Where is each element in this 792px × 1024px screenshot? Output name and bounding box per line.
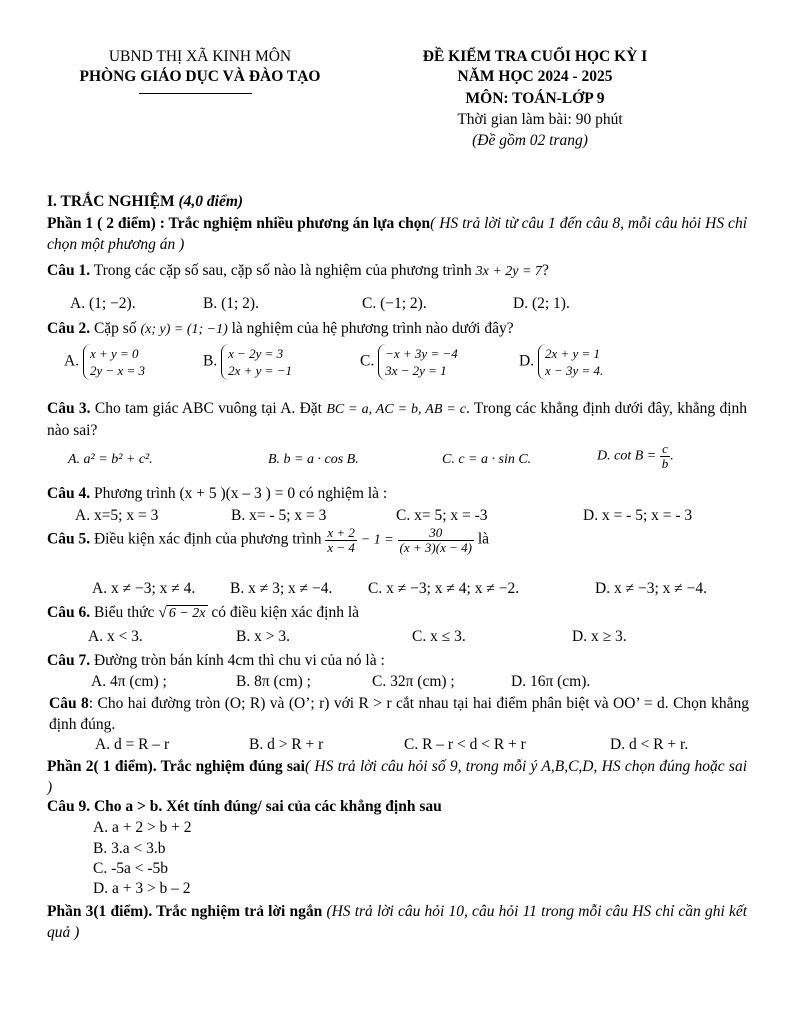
q9-statement-c[interactable]: C. -5a < -5b	[93, 860, 169, 877]
question-text: . Trong các khẳng định dưới đây, khẳng định nào sai?	[47, 400, 748, 439]
question-label: Câu 7.	[47, 652, 91, 669]
question-5	[47, 526, 489, 554]
denominator: b	[661, 455, 669, 471]
q6-option-b[interactable]: B. x > 3.	[236, 628, 290, 645]
department-name: UBND THỊ XÃ KINH MÔN	[108, 48, 292, 65]
office-name: PHÒNG GIÁO DỤC VÀ ĐÀO TẠO	[79, 68, 321, 85]
q9-statement-b[interactable]: B. 3.a < 3.b	[93, 840, 166, 857]
q6-option-c[interactable]: C. x ≤ 3.	[412, 628, 466, 645]
question-text: Biểu thức	[93, 604, 155, 621]
q1-option-d[interactable]: D. (2; 1).	[513, 295, 570, 312]
option-letter: B.	[203, 352, 218, 370]
numerator: c	[662, 441, 668, 456]
equation-system	[378, 344, 458, 380]
sqrt-icon: √	[158, 604, 167, 621]
question-text: Phương trình (x + 5 )(x – 3 ) = 0 có nghiệm là :	[93, 485, 388, 502]
option-text: D. cot B =	[597, 448, 657, 464]
question-6	[47, 604, 359, 622]
question-text: có điều kiện xác định là	[211, 604, 360, 621]
q5-option-c[interactable]: C. x ≠ −3; x ≠ 4; x ≠ −2.	[368, 580, 520, 597]
part2-title: Phần 2( 1 điểm). Trắc nghiệm đúng sai	[47, 758, 305, 775]
pair: (x; y) = (1; −1)	[140, 322, 228, 337]
equation-line: x − 3y = 4.	[544, 363, 604, 378]
numerator: x + 2	[327, 525, 355, 540]
part1-title: Phần 1 ( 2 điểm) : Trắc nghiệm nhiều phương án lựa chọn	[47, 215, 431, 232]
q9-statement-d[interactable]: D. a + 3 > b – 2	[93, 880, 191, 897]
question-label: Câu 6.	[47, 604, 91, 621]
part2-heading	[47, 756, 747, 798]
question-text: Cặp số	[93, 320, 137, 337]
q2-option-a[interactable]	[64, 344, 145, 380]
question-end: là	[477, 530, 490, 548]
option-letter: D.	[519, 352, 535, 370]
equation-system	[221, 344, 292, 380]
subject: MÔN: TOÁN-LỚP 9	[465, 90, 605, 107]
page-count: (Đề gồm 02 trang)	[472, 132, 588, 149]
q8-option-b[interactable]: B. d > R + r	[249, 736, 324, 753]
option-end: .	[670, 448, 674, 464]
radicand: 6 − 2x	[168, 606, 206, 621]
question-label: Câu 1.	[47, 262, 91, 279]
question-8	[49, 693, 749, 735]
q6-option-d[interactable]: D. x ≥ 3.	[572, 628, 627, 645]
q5-option-b[interactable]: B. x ≠ 3; x ≠ −4.	[230, 580, 333, 597]
q4-option-b[interactable]: B. x= - 5; x = 3	[231, 507, 327, 524]
question-4	[47, 485, 387, 503]
question-7	[47, 652, 385, 670]
fraction	[660, 442, 671, 470]
q1-option-a[interactable]: A. (1; −2).	[70, 295, 136, 312]
numerator: 30	[429, 525, 443, 540]
section-points: (4,0 điểm)	[178, 193, 244, 210]
denominator: x − 4	[327, 539, 355, 555]
question-9: Câu 9. Cho a > b. Xét tính đúng/ sai của các khẳng định sau	[47, 798, 442, 815]
q7-option-a[interactable]: A. 4π (cm) ;	[91, 673, 167, 690]
equation-line: −x + 3y = −4	[385, 346, 458, 361]
q3-option-a[interactable]: A. a² = b² + c².	[68, 452, 153, 467]
equation-line: 2x + y = −1	[228, 363, 292, 378]
part1-note: ( HS trả lời từ câu 1 đến câu 8, mỗi câu hỏi HS chỉ chọn một phương án )	[47, 215, 747, 253]
part3-title: Phần 3(1 điểm). Trắc nghiệm trả lời ngắn	[47, 903, 323, 920]
q3-option-d[interactable]	[597, 442, 674, 470]
q9-statement-a[interactable]: A. a + 2 > b + 2	[93, 819, 192, 836]
equation-line: 3x − 2y = 1	[385, 363, 447, 378]
question-text: Điều kiện xác định của phương trình	[93, 530, 322, 548]
equation-line: x + y = 0	[89, 346, 139, 361]
q2-option-c[interactable]	[360, 344, 458, 380]
question-label: Câu 3.	[47, 400, 91, 417]
school-year: NĂM HỌC 2024 - 2025	[457, 68, 613, 85]
question-label: Câu 5.	[47, 530, 91, 548]
denominator: (x + 3)(x − 4)	[399, 539, 472, 555]
part3-heading	[47, 901, 747, 943]
definitions: BC = a, AC = b, AB = c	[326, 402, 466, 417]
fraction	[398, 526, 474, 554]
option-letter: C.	[360, 352, 375, 370]
equation-system	[83, 344, 145, 380]
q7-option-b[interactable]: B. 8π (cm) ;	[236, 673, 311, 690]
q7-option-d[interactable]: D. 16π (cm).	[511, 673, 591, 690]
q4-option-d[interactable]: D. x = - 5; x = - 3	[583, 507, 693, 524]
q8-option-c[interactable]: C. R – r < d < R + r	[404, 736, 526, 753]
q1-option-b[interactable]: B. (1; 2).	[203, 295, 259, 312]
question-3	[47, 398, 747, 441]
q5-option-d[interactable]: D. x ≠ −3; x ≠ −4.	[595, 580, 707, 597]
question-1	[47, 262, 549, 280]
question-text: Cho tam giác ABC vuông tại A. Đặt	[94, 400, 322, 417]
exam-title: ĐỀ KIỂM TRA CUỐI HỌC KỲ I	[422, 48, 648, 65]
question-text: : Cho hai đường tròn (O; R) và (O’; r) với R > r cắt nhau tại hai điểm phân biệt và OO’ = d. Chọn khẳng định đúng.	[49, 695, 749, 733]
equation: 3x + 2y = 7	[475, 264, 542, 279]
sqrt-expression	[158, 604, 207, 621]
question-end: ?	[541, 262, 549, 279]
q4-option-c[interactable]: C. x= 5; x = -3	[396, 507, 488, 524]
question-label: Câu 8	[49, 695, 89, 712]
q7-option-c[interactable]: C. 32π (cm) ;	[372, 673, 455, 690]
equation-middle: − 1 =	[360, 532, 394, 548]
q5-option-a[interactable]: A. x ≠ −3; x ≠ 4.	[92, 580, 196, 597]
part1-heading	[47, 213, 747, 255]
question-label: Câu 4.	[47, 485, 91, 502]
question-text: Trong các cặp số sau, cặp số nào là nghiệm của phương trình	[93, 262, 472, 279]
q4-option-a[interactable]: A. x=5; x = 3	[75, 507, 159, 524]
part2-note: ( HS trả lời câu hỏi số 9, trong mỗi ý A,B,C,D, HS chọn đúng hoặc sai )	[47, 758, 747, 796]
equation-line: 2x + y = 1	[544, 346, 601, 361]
q3-option-c[interactable]: C. c = a · sin C.	[442, 452, 532, 467]
part3-note: (HS trả lời câu hỏi 10, câu hỏi 11 trong mỗi câu HS chỉ cần ghi kết quả )	[47, 903, 748, 941]
section-title-text: I. TRẮC NGHIỆM	[47, 193, 175, 210]
question-2	[47, 320, 514, 338]
equation-line: 2y − x = 3	[89, 363, 146, 378]
q6-option-a[interactable]: A. x < 3.	[88, 628, 143, 645]
question-text: Đường tròn bán kính 4cm thì chu vi của nó là :	[93, 652, 385, 669]
question-label: Câu 2.	[47, 320, 91, 337]
q8-option-d[interactable]: D. d < R + r.	[610, 736, 689, 753]
equation-system	[538, 344, 603, 380]
q2-option-b[interactable]	[203, 344, 292, 380]
equation-line: x − 2y = 3	[228, 346, 284, 361]
q8-option-a[interactable]: A. d = R – r	[95, 736, 170, 753]
option-letter: A.	[64, 352, 80, 370]
header-underline	[139, 93, 252, 94]
section-title	[47, 193, 243, 211]
fraction	[325, 526, 357, 554]
duration: Thời gian làm bài: 90 phút	[457, 111, 623, 128]
q2-option-d[interactable]	[519, 344, 603, 380]
q1-option-c[interactable]: C. (−1; 2).	[362, 295, 427, 312]
question-text: là nghiệm của hệ phương trình nào dưới đây?	[231, 320, 514, 337]
q3-option-b[interactable]: B. b = a · cos B.	[268, 452, 359, 467]
